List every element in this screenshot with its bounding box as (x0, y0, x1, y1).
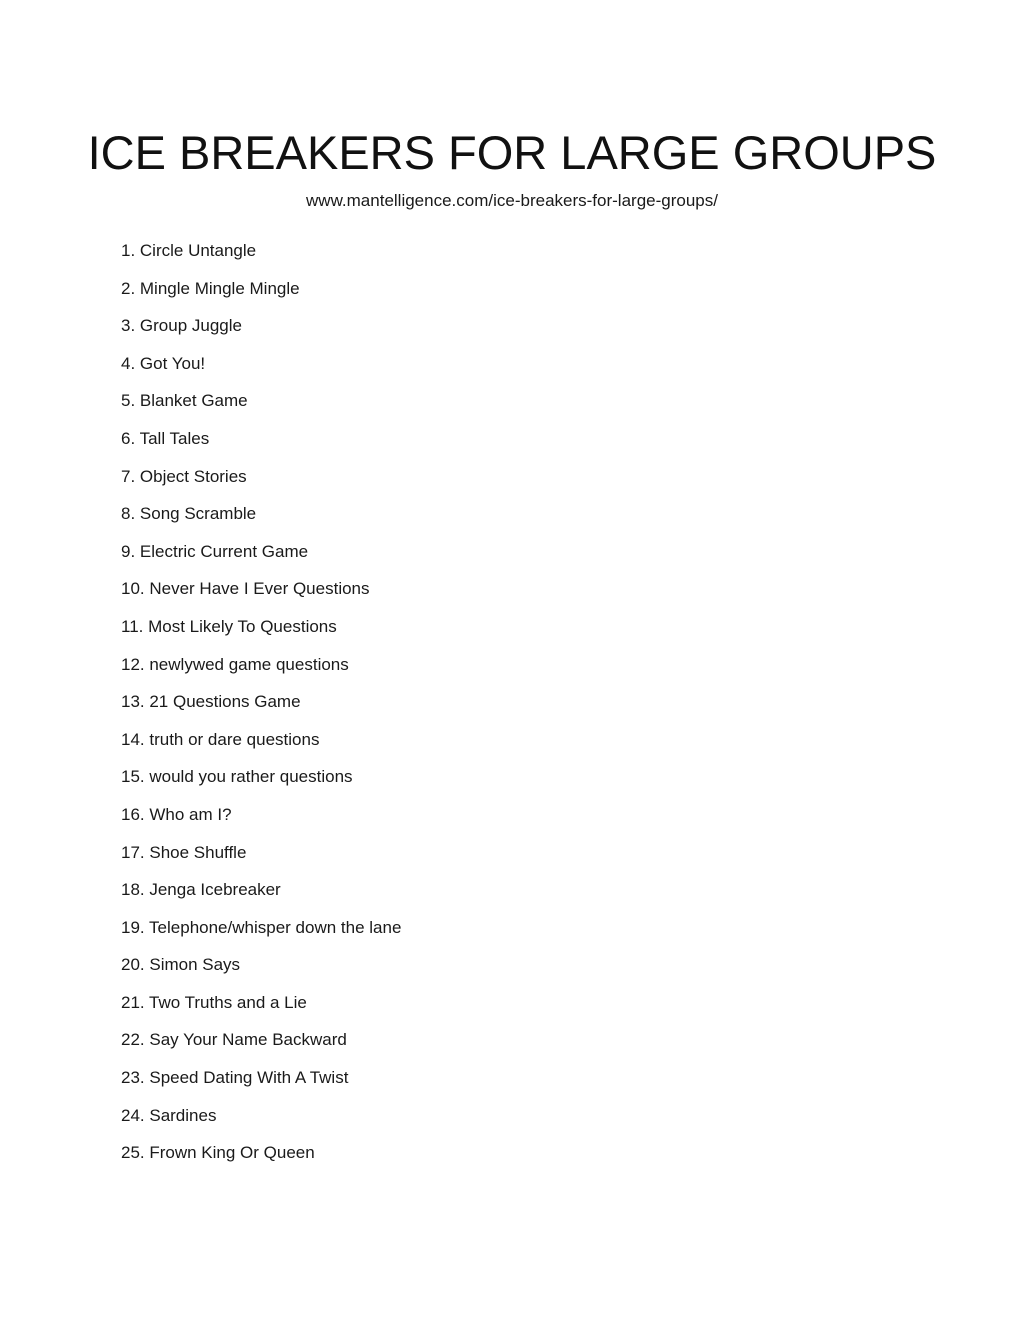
list-item: 18. Jenga Icebreaker (121, 880, 281, 900)
list-item: 3. Group Juggle (121, 316, 242, 336)
list-item: 23. Speed Dating With A Twist (121, 1068, 349, 1088)
list-item: 20. Simon Says (121, 955, 241, 975)
list-item: 21. Two Truths and a Lie (121, 992, 307, 1012)
list-item: 16. Who am I? (121, 804, 232, 824)
list-item: 10. Never Have I Ever Questions (121, 579, 370, 599)
list-item: 22. Say Your Name Backward (121, 1030, 347, 1050)
list-item: 6. Tall Tales (121, 428, 210, 448)
list-item: 9. Electric Current Game (121, 541, 309, 561)
list-item: 14. truth or dare questions (121, 729, 320, 749)
list-item: 5. Blanket Game (121, 391, 248, 411)
list-item: 1. Circle Untangle (121, 241, 257, 260)
list-item: 4. Got You! (121, 353, 206, 373)
source-url: www.mantelligence.com/ice-breakers-for-large-groups/ (306, 191, 718, 210)
list-item: 24. Sardines (121, 1105, 217, 1125)
list-item: 11. Most Likely To Questions (121, 616, 337, 636)
icebreaker-list (121, 240, 401, 1180)
list-item: 12. newlywed game questions (121, 654, 349, 674)
list-item: 19. Telephone/whisper down the lane (121, 917, 402, 937)
list-item: 2. Mingle Mingle Mingle (121, 278, 300, 298)
list-item: 7. Object Stories (121, 466, 247, 486)
list-item: 8. Song Scramble (121, 504, 257, 524)
list-item: 15. would you rather questions (121, 767, 353, 787)
list-item: 13. 21 Questions Game (121, 692, 301, 712)
list-item: 17. Shoe Shuffle (121, 842, 247, 862)
list-item: 25. Frown King Or Queen (121, 1143, 315, 1163)
page-title: ICE BREAKERS FOR LARGE GROUPS (87, 126, 937, 179)
